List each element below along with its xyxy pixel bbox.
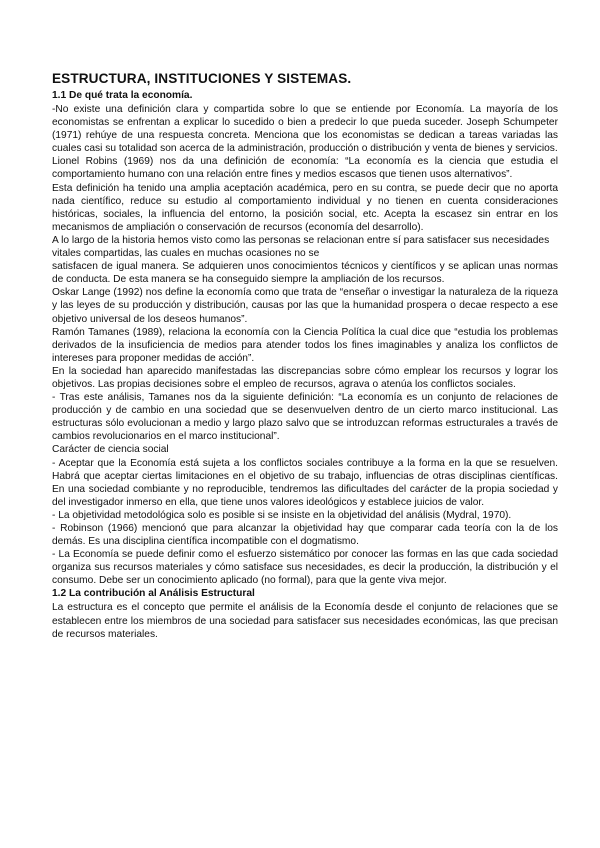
paragraph: -No existe una definición clara y compartida sobre lo que se entiende por Economía. La mayoría de los economistas se enfrentan a explicar lo sucedido o bien a predecir lo que pueda suceder. Joseph Schumpeter (1971) rehúye de una respuesta concreta. Menciona que los economistas se dedican a tareas variadas las cuales casi su totalidad son acerca de la administración, producción o distribución y venta de bienes y servicios. (52, 104, 558, 155)
paragraph: Lionel Robins (1969) nos da una definición de economía: “La economía es la ciencia que estudia el comportamiento humano con una relación entre fines y medios escasos que tienen usos alternativos”. (52, 156, 558, 181)
paragraph: La estructura es el concepto que permite el análisis de la Economía desde el conjunto de relaciones que se establecen entre los miembros de una sociedad para satisfacer sus necesidades económicas, las que precisan de recursos materiales. (52, 602, 558, 640)
paragraph: Esta definición ha tenido una amplia aceptación académica, pero en su contra, se puede decir que no aporta nada científico, reduce su estudio al comportamiento individual y no tienen en cuenta consideraciones históricas, sociales, la influencia del entorno, la posición social, etc. Acepta la escasez sin entrar en los mecanismos de ampliación o conservación de recursos (economía del desarrollo). (52, 182, 558, 233)
paragraph: Oskar Lange (1992) nos define la economía como que trata de “enseñar o investigar la naturaleza de la riqueza y las leyes de su producción y distribución, causas por las que la humanidad prospera o decae respecto a ese objetivo universal de los deseos humanos”. (52, 287, 558, 325)
document-title: ESTRUCTURA, INSTITUCIONES Y SISTEMAS. (52, 71, 352, 86)
document-page (52, 70, 558, 641)
subheading-caracter-ciencia-social: Carácter de ciencia social (52, 444, 169, 456)
section-heading-1-2: 1.2 La contribución al Análisis Estructural (52, 588, 255, 600)
paragraph: En la sociedad han aparecido manifestadas las discrepancias sobre cómo emplear los recursos y lograr los objetivos. Las propias decisiones sobre el empleo de recursos, agrava o atenúa los conflictos sociales. (52, 365, 558, 390)
section-heading-1-1: 1.1 De qué trata la economía. (52, 90, 193, 101)
paragraph: - La Economía se puede definir como el esfuerzo sistemático por conocer las formas en las que cada sociedad organiza sus recursos materiales y cómo satisface sus necesidades, es decir la producción, la distribución y el consumo. Debe ser un conocimiento aplicado (no formal), para que la gente viva mejor. (52, 549, 558, 587)
paragraph: - La objetividad metodológica solo es posible si se insiste en la objetividad del análisis (Mydral, 1970). (52, 509, 512, 521)
paragraph: - Tras este análisis, Tamanes nos da la siguiente definición: “La economía es un conjunto de relaciones de producción y de cambio en una sociedad que se desenvuelven dentro de un cierto marco institucional. Las estructuras sólo evolucionan a medio y largo plazo salvo que se introduzcan reformas estructurales a través de cambios revolucionarios en el marco institucional”. (52, 392, 558, 443)
paragraph: Ramón Tamanes (1989), relaciona la economía con la Ciencia Política la cual dice que “estudia los problemas derivados de la insuficiencia de medios para atender todos los fines imaginables y analiza los conflictos de intereses para proponer medidas de acción”. (52, 326, 558, 364)
paragraph: - Aceptar que la Economía está sujeta a los conflictos sociales contribuye a la forma en la que se resuelven. Habrá que aceptar ciertas limitaciones en el objetivo de su trabajo, influencias de otras disciplinas científicas. En una sociedad combiante y no reproducible, tendremos las dificultades del carácter de la propia sociedad y del investigador inmerso en ella, que tiene unos valores ideológicos y establece juicios de valor. (52, 457, 558, 508)
paragraph: - Robinson (1966) mencionó que para alcanzar la objetividad hay que comparar cada teoría con la de los demás. Es una disciplina científica incompatible con el dogmatismo. (52, 523, 558, 548)
paragraph: satisfacen de igual manera. Se adquieren unos conocimientos técnicos y científicos y se aplican unas normas de conducta. De esta manera se ha conseguido siempre la ampliación de los recursos. (52, 261, 558, 286)
paragraph: A lo largo de la historia hemos visto como las personas se relacionan entre sí para satisfacer sus necesidades vitales compartidas, las cuales en muchas ocasiones no se (52, 234, 550, 260)
